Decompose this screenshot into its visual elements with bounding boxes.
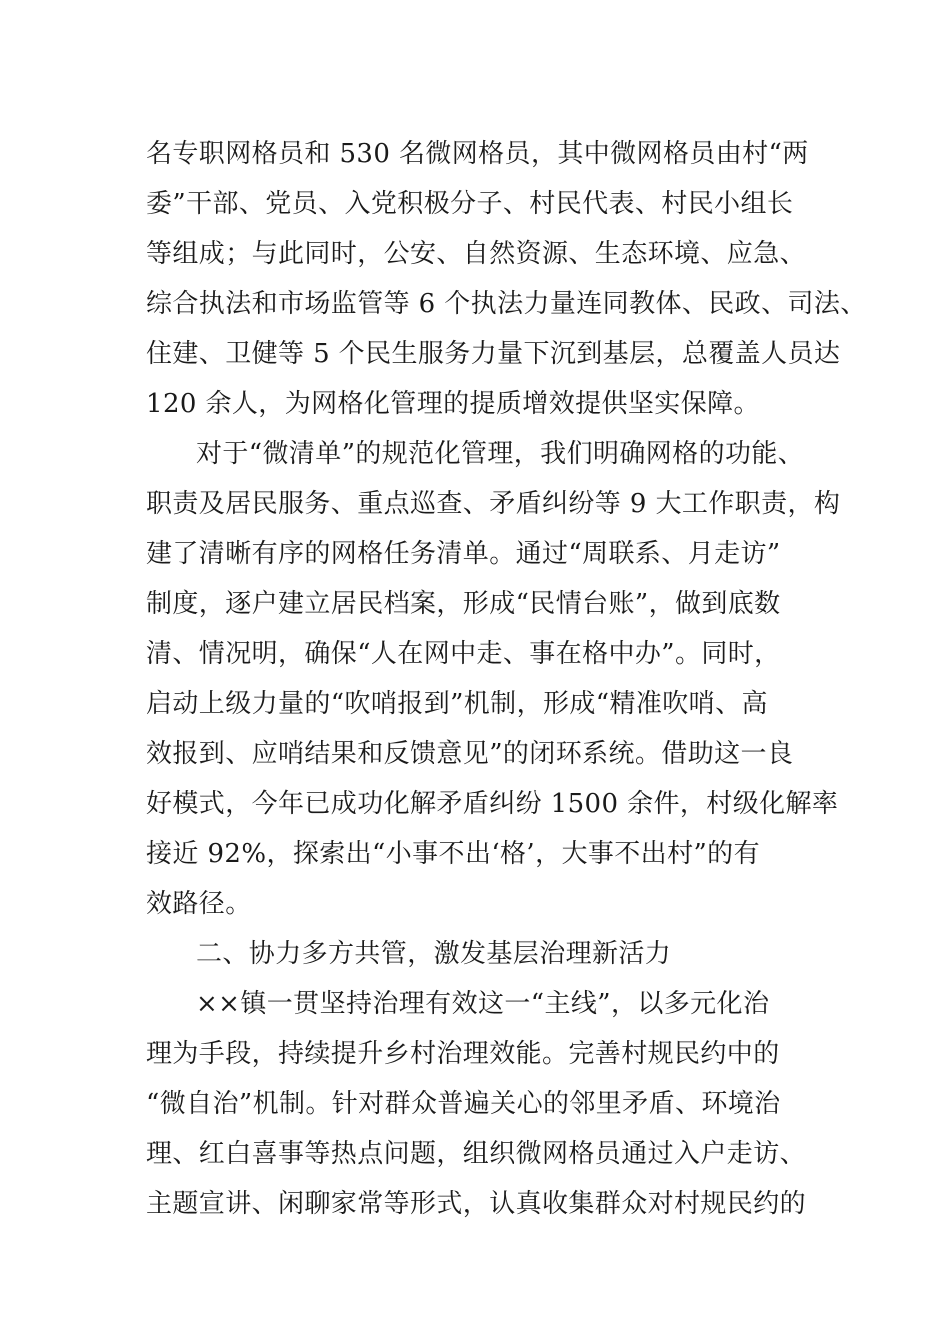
paragraph-first-line: 对于“微清单”的规范化管理，我们明确网格的功能、 xyxy=(196,439,805,469)
paragraph-first-line: ××镇一贯坚持治理有效这一“主线”，以多元化治 xyxy=(196,989,770,1019)
text-line: 120 余人，为网格化管理的提质增效提供坚实保障。 xyxy=(146,389,760,419)
text-line: 启动上级力量的“吹哨报到”机制，形成“精准吹哨、高 xyxy=(146,689,768,719)
text-line: 建了清晰有序的网格任务清单。通过“周联系、月走访” xyxy=(146,539,781,569)
text-line: 主题宣讲、闲聊家常等形式，认真收集群众对村规民约的 xyxy=(146,1189,807,1219)
text-line: 理、红白喜事等热点问题，组织微网格员通过入户走访、 xyxy=(146,1139,807,1169)
text-line: 综合执法和市场监管等 6 个执法力量连同教体、民政、司法、 xyxy=(146,289,867,319)
text-line: 等组成；与此同时，公安、自然资源、生态环境、应急、 xyxy=(146,239,807,269)
text-line: 职责及居民服务、重点巡查、矛盾纠纷等 9 大工作职责，构 xyxy=(146,489,841,519)
text-line: 清、情况明，确保“人在网中走、事在格中办”。同时， xyxy=(146,639,781,669)
text-line: 名专职网格员和 530 名微网格员，其中微网格员由村“两 xyxy=(146,139,809,169)
text-line: 制度，逐户建立居民档案，形成“民情台账”，做到底数 xyxy=(146,589,781,619)
text-line: 效路径。 xyxy=(146,889,252,919)
document-body xyxy=(146,129,867,1229)
text-line: 好模式，今年已成功化解矛盾纠纷 1500 余件，村级化解率 xyxy=(146,789,839,819)
text-line: 理为手段，持续提升乡村治理效能。完善村规民约中的 xyxy=(146,1039,780,1069)
section-heading: 二、协力多方共管，激发基层治理新活力 xyxy=(196,939,672,969)
text-line: 住建、卫健等 5 个民生服务力量下沉到基层，总覆盖人员达 xyxy=(146,339,841,369)
text-line: 接近 92%，探索出“小事不出‘格’，大事不出村”的有 xyxy=(146,839,760,869)
text-line: “微自治”机制。针对群众普遍关心的邻里矛盾、环境治 xyxy=(146,1089,781,1119)
text-line: 委”干部、党员、入党积极分子、村民代表、村民小组长 xyxy=(146,189,794,219)
text-line: 效报到、应哨结果和反馈意见”的闭环系统。借助这一良 xyxy=(146,739,794,769)
